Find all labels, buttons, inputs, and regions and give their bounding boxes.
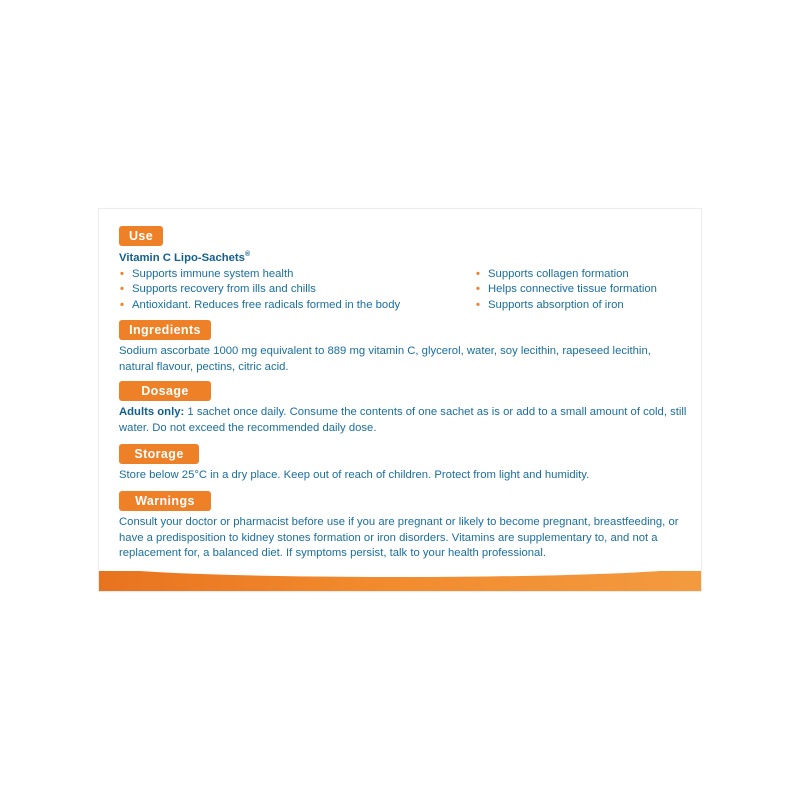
warnings-heading: Warnings [119, 491, 211, 511]
product-name-text: Vitamin C Lipo-Sachets [119, 251, 245, 264]
ingredients-heading: Ingredients [119, 320, 211, 340]
dosage-body: 1 sachet once daily. Consume the contents of one sachet as is or add to a small amount of cold, still water. Do not exceed the recommended daily dose. [119, 406, 687, 434]
list-item [119, 267, 400, 282]
list-item-text: Helps connective tissue formation [488, 283, 657, 296]
list-item-text: Supports recovery from ills and chills [132, 283, 316, 296]
use-heading: Use [119, 226, 163, 246]
product-info-card [98, 208, 702, 592]
list-item-text: Supports immune system health [132, 268, 294, 280]
bullet-icon: • [476, 268, 480, 280]
bullet-icon: • [120, 298, 124, 311]
warnings-text: Consult your doctor or pharmacist before use if you are pregnant or likely to become pregnant, breastfeeding, or have a predisposition to kidney stones formation or iron disorders. Vitamins are supplementary to, and not a replacement for, a balanced diet. If symptoms persist, talk to your health professional. [119, 516, 679, 559]
list-item-text: Antioxidant. Reduces free radicals formed in the body [132, 298, 401, 311]
dosage-text [119, 405, 689, 436]
bullet-icon: • [476, 298, 480, 311]
list-item [119, 282, 400, 297]
list-item [475, 267, 657, 282]
storage-heading: Storage [119, 444, 199, 464]
registered-mark: ® [244, 251, 251, 258]
list-item [475, 282, 657, 297]
bullet-icon: • [120, 283, 124, 296]
storage-text: Store below 25°C in a dry place. Keep out of reach of children. Protect from light and humidity. [119, 469, 590, 481]
orange-footer-band [99, 571, 701, 591]
dosage-lead: Adults only: [119, 406, 185, 418]
dosage-heading: Dosage [119, 381, 211, 401]
list-item-text: Supports absorption of iron [488, 298, 624, 311]
product-name [119, 251, 250, 264]
list-item [475, 298, 657, 313]
use-benefits-right [475, 267, 657, 313]
bullet-icon: • [120, 268, 124, 280]
use-benefits-left [119, 267, 400, 313]
list-item-text: Supports collagen formation [488, 268, 629, 280]
list-item [119, 298, 400, 313]
bullet-icon: • [476, 283, 480, 296]
ingredients-text: Sodium ascorbate 1000 mg equivalent to 889 mg vitamin C, glycerol, water, soy lecithin, rapeseed lecithin, natural flavour, pectins, citric acid. [119, 345, 651, 373]
